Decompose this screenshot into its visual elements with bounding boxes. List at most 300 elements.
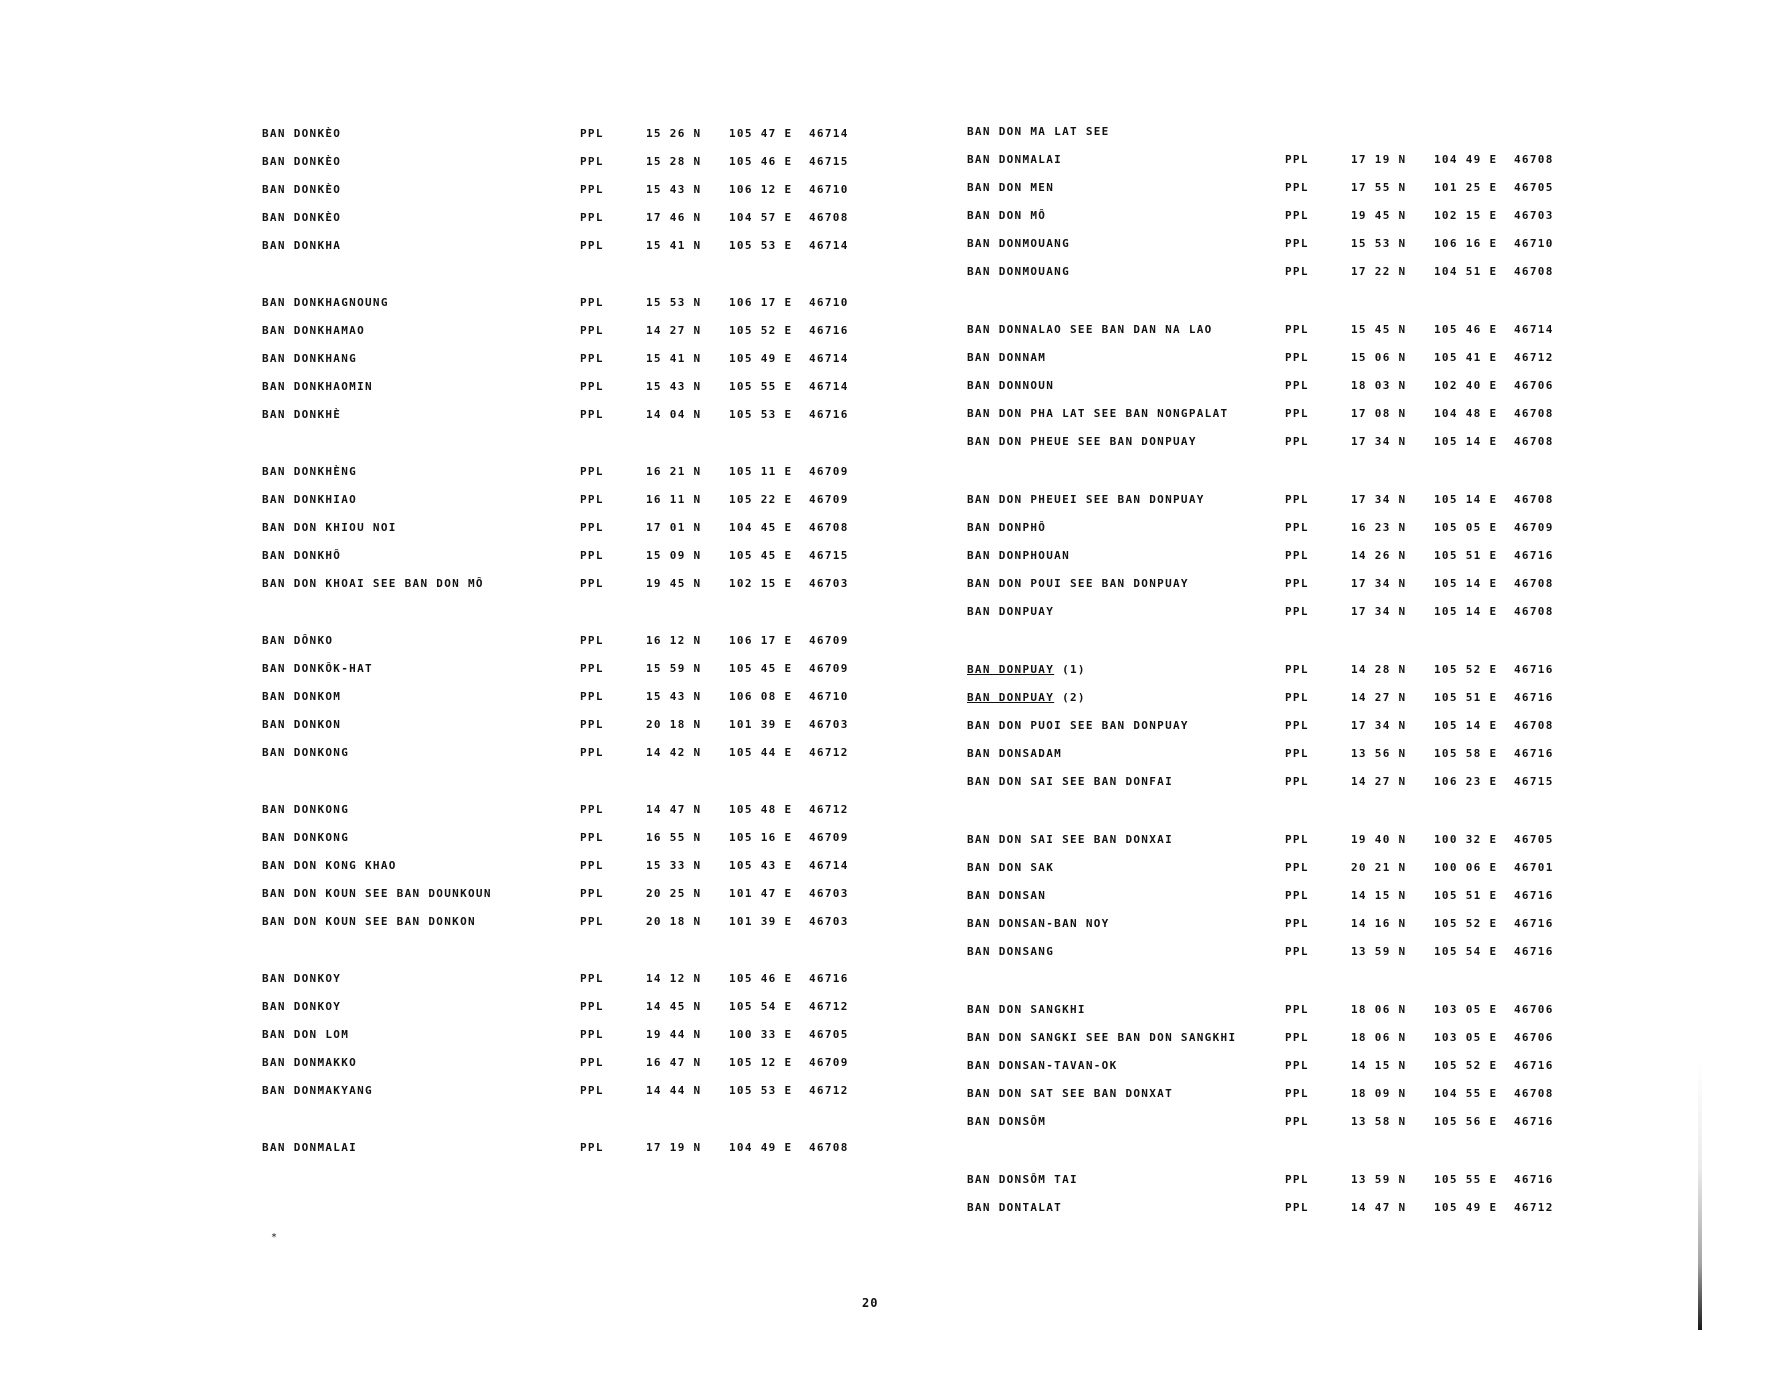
latitude: 14 44 N [646, 1084, 702, 1097]
entry-name [262, 631, 333, 651]
feature-type: PPL [1285, 493, 1309, 506]
map-sheet-code: 46712 [1514, 351, 1554, 364]
feature-type: PPL [1285, 747, 1309, 760]
entry-name-text: BAN DONNAM [967, 351, 1047, 364]
entry-name [967, 886, 1046, 906]
entry-name-text: BAN DONKÈO [262, 183, 342, 196]
feature-type: PPL [1285, 351, 1309, 364]
map-sheet-code: 46708 [809, 521, 849, 534]
entry-name [967, 178, 1054, 198]
longitude: 105 41 E [1434, 351, 1498, 364]
longitude: 105 51 E [1434, 889, 1498, 902]
entry-name-text: BAN DONKOY [262, 972, 342, 985]
longitude: 105 14 E [1434, 435, 1498, 448]
entry-name [262, 518, 397, 538]
map-sheet-code: 46708 [1514, 153, 1554, 166]
latitude: 14 27 N [646, 324, 702, 337]
entry-name-text: BAN DON SAK [967, 861, 1055, 874]
latitude: 15 45 N [1351, 323, 1407, 336]
entry-name [967, 206, 1046, 226]
feature-type: PPL [1285, 1003, 1309, 1016]
feature-type: PPL [1285, 435, 1309, 448]
map-sheet-code: 46716 [1514, 691, 1554, 704]
entry-name-text: BAN DONTALAT [967, 1201, 1063, 1214]
entry-name-text: BAN DONMAKYANG [262, 1084, 373, 1097]
entry-name [967, 1084, 1173, 1104]
latitude: 17 22 N [1351, 265, 1407, 278]
latitude: 15 43 N [646, 183, 702, 196]
map-sheet-code: 46714 [1514, 323, 1554, 336]
entry-name-text: BAN DON PHA LAT SEE BAN NONGPALAT [967, 407, 1229, 420]
entry-name-text: BAN DONKON [262, 718, 342, 731]
map-sheet-code: 46703 [809, 577, 849, 590]
feature-type: PPL [580, 408, 604, 421]
entry-name [967, 404, 1228, 424]
feature-type: PPL [580, 718, 604, 731]
entry-name [967, 574, 1189, 594]
entry-name [262, 124, 341, 144]
entry-name-text: BAN DON KHOAI SEE BAN DON MÔ [262, 577, 484, 590]
latitude: 16 11 N [646, 493, 702, 506]
entry-name [967, 858, 1054, 878]
longitude: 106 17 E [729, 634, 793, 647]
entry-name [262, 743, 349, 763]
longitude: 102 15 E [1434, 209, 1498, 222]
longitude: 105 44 E [729, 746, 793, 759]
feature-type: PPL [1285, 153, 1309, 166]
entry-name [967, 518, 1046, 538]
entry-name [262, 180, 341, 200]
latitude: 15 59 N [646, 662, 702, 675]
scan-speck-mark: * [271, 1232, 278, 1243]
entry-name-text: BAN DON SAT SEE BAN DONXAT [967, 1087, 1173, 1100]
entry-name [262, 856, 397, 876]
entry-name [262, 715, 341, 735]
entry-name-text: BAN DON POUI SEE BAN DONPUAY [967, 577, 1189, 590]
latitude: 17 34 N [1351, 577, 1407, 590]
feature-type: PPL [1285, 407, 1309, 420]
longitude: 105 53 E [729, 239, 793, 252]
entry-name-text: BAN DONSANG [967, 945, 1055, 958]
entry-name [262, 490, 357, 510]
latitude: 14 16 N [1351, 917, 1407, 930]
entry-name-text: BAN DON MEN [967, 181, 1055, 194]
feature-type: PPL [1285, 1031, 1309, 1044]
feature-type: PPL [580, 493, 604, 506]
entry-name [967, 320, 1213, 340]
longitude: 104 51 E [1434, 265, 1498, 278]
longitude: 106 17 E [729, 296, 793, 309]
feature-type: PPL [1285, 1115, 1309, 1128]
map-sheet-code: 46703 [809, 718, 849, 731]
longitude: 105 14 E [1434, 605, 1498, 618]
entry-name-text: BAN DONMALAI [967, 153, 1063, 166]
entry-name-text: BAN DONKHAGNOUNG [262, 296, 389, 309]
latitude: 14 27 N [1351, 775, 1407, 788]
entry-name-text: BAN DONKÈO [262, 155, 342, 168]
map-sheet-code: 46709 [809, 493, 849, 506]
longitude: 105 14 E [1434, 719, 1498, 732]
latitude: 17 34 N [1351, 435, 1407, 448]
entry-name-text: BAN DONPHÔ [967, 521, 1047, 534]
entry-name [262, 152, 341, 172]
longitude: 104 49 E [729, 1141, 793, 1154]
map-sheet-code: 46705 [1514, 833, 1554, 846]
map-sheet-code: 46708 [1514, 265, 1554, 278]
entry-name [967, 1112, 1046, 1132]
map-sheet-code: 46716 [1514, 549, 1554, 562]
entry-name-text: BAN DONPUAY [967, 605, 1055, 618]
feature-type: PPL [1285, 209, 1309, 222]
map-sheet-code: 46706 [1514, 1003, 1554, 1016]
entry-name-text: BAN DONKOM [262, 690, 342, 703]
entry-name-text: BAN DONKHÈNG [262, 465, 358, 478]
entry-name [262, 659, 373, 679]
map-sheet-code: 46714 [809, 127, 849, 140]
longitude: 103 05 E [1434, 1031, 1498, 1044]
latitude: 15 33 N [646, 859, 702, 872]
entry-name [262, 912, 476, 932]
longitude: 105 05 E [1434, 521, 1498, 534]
entry-name-text: BAN DONKHIAO [262, 493, 358, 506]
entry-name [967, 1170, 1078, 1190]
latitude: 20 25 N [646, 887, 702, 900]
feature-type: PPL [1285, 577, 1309, 590]
latitude: 18 06 N [1351, 1031, 1407, 1044]
map-sheet-code: 46701 [1514, 861, 1554, 874]
entry-name [262, 884, 492, 904]
entry-name-text: BAN DON SANGKI SEE BAN DON SANGKHI [967, 1031, 1237, 1044]
latitude: 14 15 N [1351, 889, 1407, 902]
map-sheet-code: 46708 [809, 1141, 849, 1154]
entry-name [967, 772, 1173, 792]
feature-type: PPL [580, 634, 604, 647]
entry-name [262, 997, 341, 1017]
map-sheet-code: 46716 [1514, 1059, 1554, 1072]
entry-name-text: BAN DONPUAY [967, 691, 1055, 704]
entry-name-text: BAN DONKHANG [262, 352, 358, 365]
map-sheet-code: 46715 [809, 549, 849, 562]
feature-type: PPL [1285, 775, 1309, 788]
longitude: 100 06 E [1434, 861, 1498, 874]
entry-name-text: BAN DONMOUANG [967, 237, 1070, 250]
entry-name [967, 1056, 1118, 1076]
latitude: 17 19 N [646, 1141, 702, 1154]
longitude: 105 54 E [1434, 945, 1498, 958]
entry-name [262, 969, 341, 989]
latitude: 18 03 N [1351, 379, 1407, 392]
longitude: 101 25 E [1434, 181, 1498, 194]
entry-name-text: BAN DONKONG [262, 831, 350, 844]
longitude: 104 49 E [1434, 153, 1498, 166]
entry-name [262, 828, 349, 848]
longitude: 106 23 E [1434, 775, 1498, 788]
entry-name [262, 377, 373, 397]
latitude: 14 15 N [1351, 1059, 1407, 1072]
latitude: 15 28 N [646, 155, 702, 168]
map-sheet-code: 46716 [809, 324, 849, 337]
entry-name-text: BAN DON KOUN SEE BAN DOUNKOUN [262, 887, 492, 900]
feature-type: PPL [1285, 917, 1309, 930]
feature-type: PPL [580, 831, 604, 844]
entry-name-text: BAN DONKHAMAO [262, 324, 365, 337]
longitude: 105 49 E [729, 352, 793, 365]
map-sheet-code: 46708 [1514, 493, 1554, 506]
longitude: 105 43 E [729, 859, 793, 872]
longitude: 105 46 E [729, 155, 793, 168]
entry-name [967, 234, 1070, 254]
latitude: 18 09 N [1351, 1087, 1407, 1100]
page-number: 20 [862, 1296, 879, 1310]
entry-name [262, 1081, 373, 1101]
longitude: 105 52 E [1434, 917, 1498, 930]
latitude: 13 58 N [1351, 1115, 1407, 1128]
map-sheet-code: 46703 [1514, 209, 1554, 222]
feature-type: PPL [580, 127, 604, 140]
entry-name-text: BAN DON SANGKHI [967, 1003, 1086, 1016]
latitude: 17 34 N [1351, 719, 1407, 732]
latitude: 16 55 N [646, 831, 702, 844]
feature-type: PPL [580, 915, 604, 928]
latitude: 14 28 N [1351, 663, 1407, 676]
latitude: 20 21 N [1351, 861, 1407, 874]
map-sheet-code: 46709 [809, 465, 849, 478]
feature-type: PPL [580, 380, 604, 393]
map-sheet-code: 46716 [1514, 889, 1554, 902]
longitude: 106 12 E [729, 183, 793, 196]
longitude: 105 53 E [729, 1084, 793, 1097]
entry-name-text: BAN DONPHOUAN [967, 549, 1070, 562]
scan-edge-mark [1698, 1060, 1702, 1330]
latitude: 14 27 N [1351, 691, 1407, 704]
feature-type: PPL [1285, 181, 1309, 194]
feature-type: PPL [1285, 1059, 1309, 1072]
latitude: 19 44 N [646, 1028, 702, 1041]
longitude: 105 14 E [1434, 493, 1498, 506]
map-sheet-code: 46709 [1514, 521, 1554, 534]
latitude: 17 34 N [1351, 605, 1407, 618]
latitude: 16 21 N [646, 465, 702, 478]
entry-name-text: BAN DON KOUN SEE BAN DONKON [262, 915, 476, 928]
map-sheet-code: 46712 [809, 746, 849, 759]
latitude: 16 23 N [1351, 521, 1407, 534]
feature-type: PPL [580, 1028, 604, 1041]
entry-name [967, 688, 1086, 708]
longitude: 105 56 E [1434, 1115, 1498, 1128]
feature-type: PPL [580, 239, 604, 252]
feature-type: PPL [580, 324, 604, 337]
entry-name-suffix: (2) [1054, 691, 1086, 704]
feature-type: PPL [1285, 833, 1309, 846]
entry-name [967, 432, 1197, 452]
entry-name-text: BAN DONPUAY [967, 663, 1055, 676]
feature-type: PPL [1285, 549, 1309, 562]
entry-name [967, 1198, 1062, 1218]
map-sheet-code: 46706 [1514, 1031, 1554, 1044]
feature-type: PPL [1285, 1087, 1309, 1100]
latitude: 15 53 N [1351, 237, 1407, 250]
feature-type: PPL [1285, 663, 1309, 676]
longitude: 105 12 E [729, 1056, 793, 1069]
latitude: 17 34 N [1351, 493, 1407, 506]
longitude: 102 15 E [729, 577, 793, 590]
longitude: 104 55 E [1434, 1087, 1498, 1100]
map-sheet-code: 46715 [809, 155, 849, 168]
longitude: 105 55 E [1434, 1173, 1498, 1186]
longitude: 105 51 E [1434, 549, 1498, 562]
latitude: 13 59 N [1351, 945, 1407, 958]
map-sheet-code: 46709 [809, 662, 849, 675]
longitude: 103 05 E [1434, 1003, 1498, 1016]
feature-type: PPL [580, 1084, 604, 1097]
longitude: 105 48 E [729, 803, 793, 816]
map-sheet-code: 46716 [1514, 1173, 1554, 1186]
map-sheet-code: 46716 [809, 408, 849, 421]
latitude: 19 45 N [1351, 209, 1407, 222]
feature-type: PPL [580, 577, 604, 590]
entry-name-text: BAN DONKHAOMIN [262, 380, 373, 393]
feature-type: PPL [580, 1056, 604, 1069]
entry-name [967, 262, 1070, 282]
entry-name-text: BAN DON SAI SEE BAN DONXAI [967, 833, 1173, 846]
longitude: 105 46 E [729, 972, 793, 985]
feature-type: PPL [580, 972, 604, 985]
latitude: 17 01 N [646, 521, 702, 534]
map-sheet-code: 46715 [1514, 775, 1554, 788]
entry-name-text: BAN DONKÔK-HAT [262, 662, 373, 675]
map-sheet-code: 46709 [809, 831, 849, 844]
entry-name-text: BAN DONMOUANG [967, 265, 1070, 278]
entry-name-text: BAN DON PUOI SEE BAN DONPUAY [967, 719, 1189, 732]
longitude: 100 33 E [729, 1028, 793, 1041]
map-sheet-code: 46708 [1514, 407, 1554, 420]
map-sheet-code: 46714 [809, 859, 849, 872]
feature-type: PPL [580, 155, 604, 168]
entry-name [262, 208, 341, 228]
longitude: 105 11 E [729, 465, 793, 478]
map-sheet-code: 46708 [1514, 605, 1554, 618]
entry-name [967, 348, 1046, 368]
entry-name-text: BAN DONSAN [967, 889, 1047, 902]
latitude: 14 42 N [646, 746, 702, 759]
feature-type: PPL [580, 1141, 604, 1154]
map-sheet-code: 46712 [809, 1000, 849, 1013]
feature-type: PPL [1285, 889, 1309, 902]
map-sheet-code: 46703 [809, 915, 849, 928]
latitude: 15 43 N [646, 380, 702, 393]
entry-name-text: BAN DONKHA [262, 239, 342, 252]
latitude: 15 43 N [646, 690, 702, 703]
feature-type: PPL [1285, 861, 1309, 874]
entry-name [967, 546, 1070, 566]
entry-name [262, 405, 341, 425]
feature-type: PPL [580, 803, 604, 816]
feature-type: PPL [1285, 719, 1309, 732]
latitude: 15 41 N [646, 239, 702, 252]
map-sheet-code: 46709 [809, 1056, 849, 1069]
latitude: 14 47 N [646, 803, 702, 816]
entry-name [967, 660, 1086, 680]
map-sheet-code: 46710 [809, 183, 849, 196]
map-sheet-code: 46708 [1514, 1087, 1554, 1100]
entry-name-text: BAN DONSADAM [967, 747, 1063, 760]
longitude: 106 08 E [729, 690, 793, 703]
map-sheet-code: 46716 [1514, 663, 1554, 676]
latitude: 15 26 N [646, 127, 702, 140]
longitude: 104 57 E [729, 211, 793, 224]
latitude: 15 09 N [646, 549, 702, 562]
latitude: 15 06 N [1351, 351, 1407, 364]
latitude: 16 12 N [646, 634, 702, 647]
longitude: 101 47 E [729, 887, 793, 900]
longitude: 105 45 E [729, 662, 793, 675]
longitude: 105 14 E [1434, 577, 1498, 590]
latitude: 19 40 N [1351, 833, 1407, 846]
entry-name [262, 800, 349, 820]
latitude: 16 47 N [646, 1056, 702, 1069]
longitude: 104 48 E [1434, 407, 1498, 420]
longitude: 105 22 E [729, 493, 793, 506]
feature-type: PPL [1285, 1173, 1309, 1186]
feature-type: PPL [580, 746, 604, 759]
longitude: 105 55 E [729, 380, 793, 393]
latitude: 17 46 N [646, 211, 702, 224]
feature-type: PPL [1285, 1201, 1309, 1214]
longitude: 100 32 E [1434, 833, 1498, 846]
longitude: 105 45 E [729, 549, 793, 562]
entry-name-text: BAN DONSAN-TAVAN-OK [967, 1059, 1118, 1072]
longitude: 105 51 E [1434, 691, 1498, 704]
longitude: 105 58 E [1434, 747, 1498, 760]
feature-type: PPL [580, 465, 604, 478]
map-sheet-code: 46712 [809, 1084, 849, 1097]
entry-name-text: BAN DONNALAO SEE BAN DAN NA LAO [967, 323, 1213, 336]
feature-type: PPL [580, 183, 604, 196]
entry-name-text: BAN DONMALAI [262, 1141, 358, 1154]
entry-name-text: BAN DONMAKKO [262, 1056, 358, 1069]
latitude: 17 08 N [1351, 407, 1407, 420]
entry-name-text: BAN DONSÔM [967, 1115, 1047, 1128]
entry-name [262, 349, 357, 369]
entry-name [262, 574, 484, 594]
latitude: 14 45 N [646, 1000, 702, 1013]
entry-name-text: BAN DON KHIOU NOI [262, 521, 397, 534]
map-sheet-code: 46703 [809, 887, 849, 900]
entry-name [262, 687, 341, 707]
longitude: 101 39 E [729, 718, 793, 731]
entry-name [967, 942, 1054, 962]
longitude: 105 16 E [729, 831, 793, 844]
entry-name [262, 1025, 349, 1045]
entry-name [262, 1138, 357, 1158]
feature-type: PPL [1285, 237, 1309, 250]
entry-name-text: BAN DONKONG [262, 803, 350, 816]
map-sheet-code: 46706 [1514, 379, 1554, 392]
map-sheet-code: 46716 [1514, 1115, 1554, 1128]
feature-type: PPL [580, 859, 604, 872]
entry-name-text: BAN DONNOUN [967, 379, 1055, 392]
longitude: 101 39 E [729, 915, 793, 928]
entry-name [262, 236, 341, 256]
entry-name-text: BAN DON LOM [262, 1028, 350, 1041]
longitude: 105 52 E [1434, 663, 1498, 676]
map-sheet-code: 46716 [1514, 917, 1554, 930]
entry-name [967, 1028, 1236, 1048]
map-sheet-code: 46710 [809, 296, 849, 309]
entry-name [967, 830, 1173, 850]
entry-name-text: BAN DON MA LAT SEE [967, 125, 1110, 138]
map-sheet-code: 46705 [1514, 181, 1554, 194]
